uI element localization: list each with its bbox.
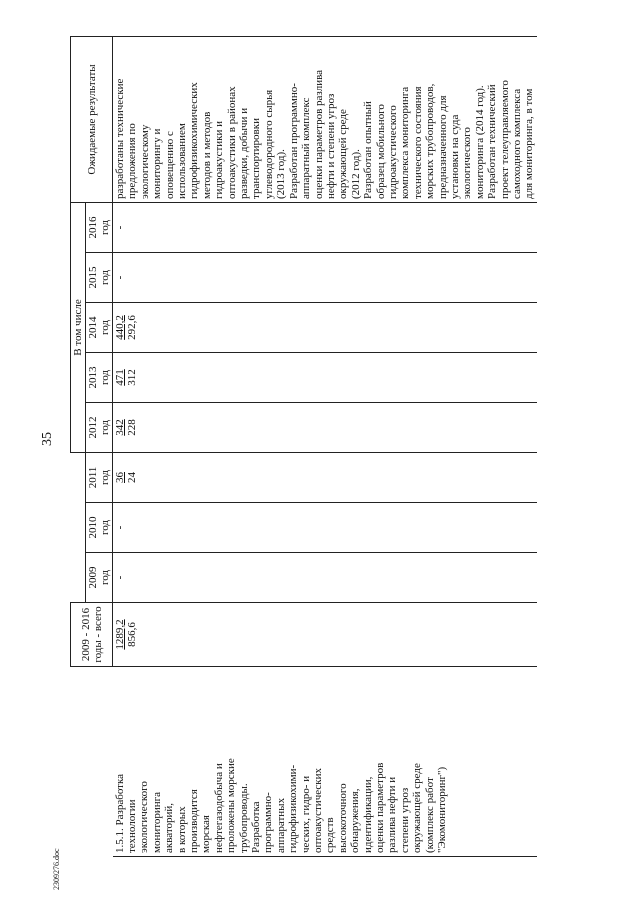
value-2011: 36 24: [113, 452, 537, 502]
header-row-1: [71, 36, 86, 856]
header-year-2012: 2012 год: [86, 402, 113, 452]
document-code: 2309276.doc: [52, 848, 61, 890]
header-year-2011: 2011 год: [86, 452, 113, 502]
value-2013: 471 312: [113, 352, 537, 402]
header-total-period: 2009 - 2016 годы - всего: [71, 603, 113, 667]
header-year-2009: 2009 год: [86, 553, 113, 603]
header-year-2013: 2013 год: [86, 352, 113, 402]
header-year-2010: 2010 год: [86, 503, 113, 553]
header-results: Ожидаемые результаты: [71, 36, 113, 202]
value-2015: -: [113, 252, 537, 302]
header-subheading: В том числе: [71, 202, 86, 452]
header-spacer: [71, 452, 86, 602]
header-year-2016: 2016 год: [86, 202, 113, 252]
program-table: [70, 36, 537, 857]
header-year-2015: 2015 год: [86, 252, 113, 302]
measure-cell: 1.5.1. Разработка технологии экологического мониторинга акваторий, в которых производится морская нефтегазодобыча и проложены морские трубопроводы. Разработка программно- аппаратных гидрофизикохими- ческих, гидро- и оптоакустических средств высокоточного обнаружения, идентификации, оценки параметров разлива нефти и степени угроз окружающей среде (комплекс работ "Экомониторинг"): [113, 667, 537, 857]
table-row: [113, 36, 537, 856]
header-year-2014: 2014 год: [86, 302, 113, 352]
value-2016: -: [113, 202, 537, 252]
value-2014: 440,2 292,6: [113, 302, 537, 352]
page-number: 35: [40, 432, 55, 446]
value-2010: -: [113, 503, 537, 553]
results-cell: разработаны технические предложения по экологическому мониторингу и оповещению с использованием гидрофизикохимических методов и методов гидроакустики и оптоакустики в районах разведки, добычи и транспортировки углеводородного сырья (2013 год). Разработан программно- аппаратный комплекс оценки параметров разлива нефти и степени угроз окружающей среде (2012 год). Разработан опытный образец мобильного гидроакустического комплекса мониторинга технического состояния морских трубопроводов, предназначенного для установки на суда экологического мониторинга (2014 год). Разработан технический проект телеуправляемого самоходного комплекса для мониторинга, в том: [113, 36, 537, 202]
value-2012: 342 228: [113, 402, 537, 452]
total-cell: 1289,2 856,6: [113, 603, 537, 667]
rotated-page-content: [70, 37, 610, 857]
header-blank-cell: [71, 667, 113, 857]
value-2009: -: [113, 553, 537, 603]
